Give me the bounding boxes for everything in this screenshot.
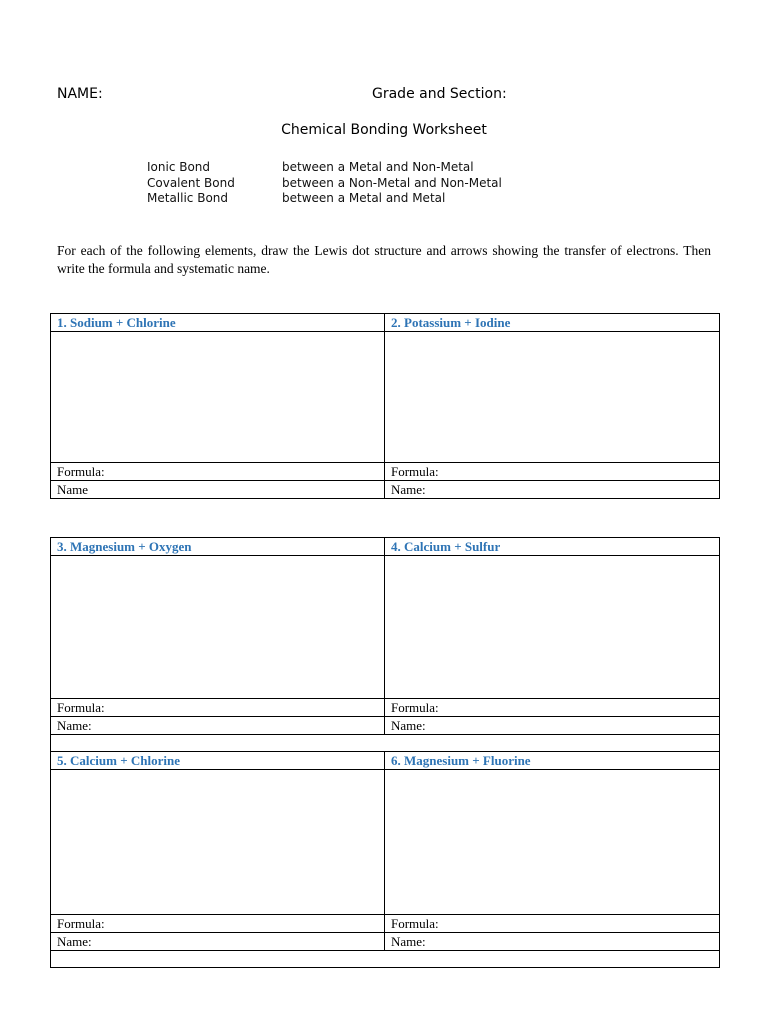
- problem-title: 3. Magnesium + Oxygen: [51, 538, 385, 556]
- name-field[interactable]: Name: [51, 481, 385, 499]
- drawing-area[interactable]: [385, 770, 720, 915]
- bond-type-desc: between a Non-Metal and Non-Metal: [282, 176, 502, 190]
- name-label: NAME:: [57, 86, 103, 102]
- problem-title: 4. Calcium + Sulfur: [385, 538, 720, 556]
- drawing-area[interactable]: [385, 556, 720, 699]
- bond-type-name: Covalent Bond: [147, 176, 235, 190]
- formula-field[interactable]: Formula:: [385, 463, 720, 481]
- formula-field[interactable]: Formula:: [385, 915, 720, 933]
- bond-type-desc: between a Metal and Metal: [282, 191, 446, 205]
- name-field[interactable]: Name:: [385, 481, 720, 499]
- name-field[interactable]: Name:: [51, 933, 385, 951]
- spacer-row: [51, 951, 720, 968]
- bond-type-name: Metallic Bond: [147, 191, 229, 205]
- problem-title: 6. Magnesium + Fluorine: [385, 752, 720, 770]
- drawing-area[interactable]: [51, 770, 385, 915]
- drawing-area[interactable]: [51, 332, 385, 463]
- grade-section-label: Grade and Section:: [372, 86, 507, 102]
- problem-table-1: [50, 313, 720, 499]
- drawing-area[interactable]: [51, 556, 385, 699]
- problem-title: 5. Calcium + Chlorine: [51, 752, 385, 770]
- spacer-row: [51, 735, 720, 752]
- formula-field[interactable]: Formula:: [51, 463, 385, 481]
- name-field[interactable]: Name:: [51, 717, 385, 735]
- problem-title: 2. Potassium + Iodine: [385, 314, 720, 332]
- name-field[interactable]: Name:: [385, 933, 720, 951]
- instructions: For each of the following elements, draw the Lewis dot structure and arrows showing the transfer of electrons. Then write the formula and systematic name.: [57, 243, 711, 276]
- bond-type-desc: between a Metal and Non-Metal: [282, 160, 474, 174]
- page-title: Chemical Bonding Worksheet: [281, 122, 487, 138]
- formula-field[interactable]: Formula:: [51, 915, 385, 933]
- problem-title: 1. Sodium + Chlorine: [51, 314, 385, 332]
- problem-table-2: [50, 537, 720, 968]
- bond-type-name: Ionic Bond: [147, 160, 211, 174]
- formula-field[interactable]: Formula:: [51, 699, 385, 717]
- name-field[interactable]: Name:: [385, 717, 720, 735]
- drawing-area[interactable]: [385, 332, 720, 463]
- formula-field[interactable]: Formula:: [385, 699, 720, 717]
